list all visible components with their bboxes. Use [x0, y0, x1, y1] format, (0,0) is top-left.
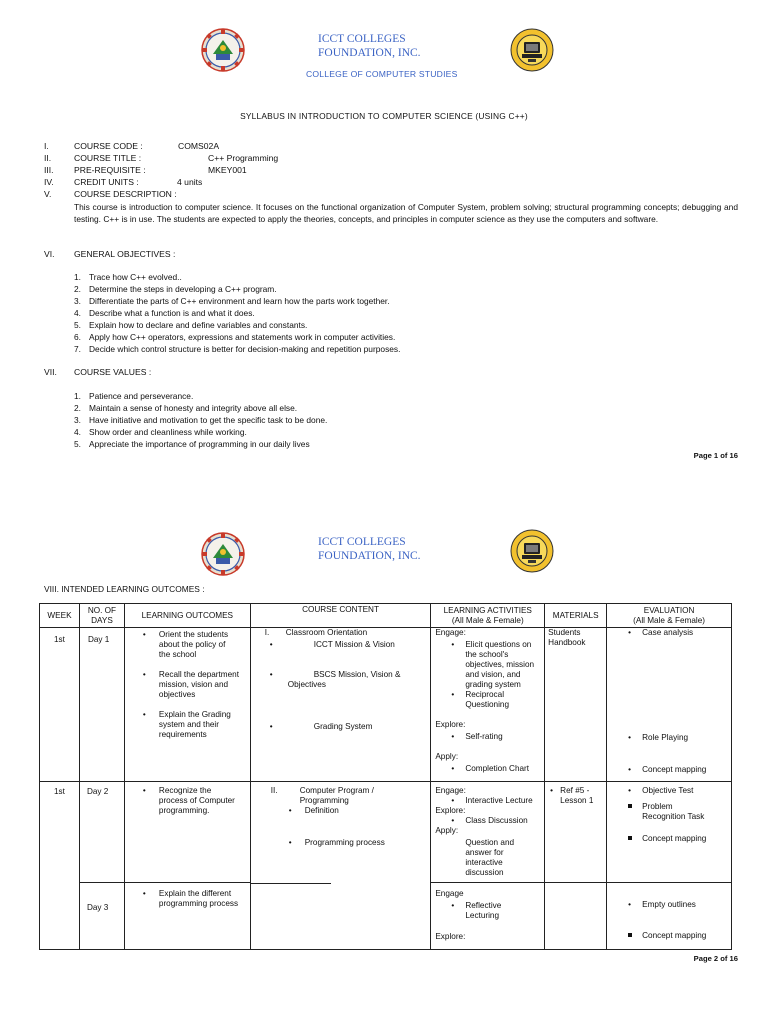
evaluation-cell: • Empty outlines Concept mapping: [607, 883, 732, 950]
item-number: V.: [44, 189, 52, 199]
course-title-label: COURSE TITLE :: [74, 153, 142, 163]
materials-cell: [545, 883, 607, 950]
materials-cell: • Ref #5 - Lesson 1: [545, 782, 607, 883]
day-cell: Day 2: [79, 782, 124, 883]
value-item: 5. Appreciate the importance of programming in our daily lives: [74, 439, 310, 449]
page-number: Page 2 of 16: [693, 954, 738, 963]
course-code-label: COURSE CODE :: [74, 141, 143, 151]
value-item: 1. Patience and perseverance.: [74, 391, 194, 401]
week-cell: 1st: [40, 628, 80, 782]
activities-cell: Engage: • Interactive Lecture Explore: • Class Discussion Apply: Question and answer for interactive discussion: [431, 782, 545, 883]
day-cell: Day 3: [79, 883, 124, 950]
prerequisite-value: MKEY001: [208, 165, 247, 175]
credit-units-label: CREDIT UNITS :: [74, 177, 139, 187]
syllabus-title: SYLLABUS IN INTRODUCTION TO COMPUTER SCIENCE (USING C++): [240, 111, 528, 121]
org-name-line2: FOUNDATION, INC.: [318, 47, 421, 59]
item-number: VI.: [44, 249, 55, 259]
section-heading: COURSE VALUES :: [74, 367, 152, 377]
evaluation-cell: • Case analysis • Role Playing • Concept mapping: [607, 628, 732, 782]
org-name-line1: ICCT COLLEGES: [318, 33, 406, 45]
table-row: [40, 883, 732, 950]
outcomes-cell: • Explain the different programming process: [124, 883, 250, 950]
objective-item: 5. Explain how to declare and define variables and constants.: [74, 320, 308, 330]
column-header: LEARNING OUTCOMES: [124, 604, 250, 628]
ccs-seal-logo: [510, 529, 554, 573]
college-name: COLLEGE OF COMPUTER STUDIES: [306, 69, 458, 79]
page-number: Page 1 of 16: [693, 451, 738, 460]
item-number: VII.: [44, 367, 57, 377]
objective-item: 6. Apply how C++ operators, expressions and statements work in computer activities.: [74, 332, 396, 342]
value-item: 3. Have initiative and motivation to get the specific task to be done.: [74, 415, 328, 425]
objective-item: 7. Decide which control structure is better for decision-making and repetition purposes.: [74, 344, 401, 354]
item-number: III.: [44, 165, 54, 175]
column-header: MATERIALS: [545, 604, 607, 628]
outcomes-cell: • Recognize the process of Computer programming.: [124, 782, 250, 883]
content-cell: II. Computer Program / Programming • Definition • Programming process: [250, 782, 431, 883]
org-name-line1: ICCT COLLEGES: [318, 536, 406, 548]
course-description-text: This course is introduction to computer science. It focuses on the functional organization of Computer System, problem solving; structural programming concepts; debugging and testing. C++ is in use. The students are expected to apply the theories, concepts, and principles in computer science as they use the computers and software.: [74, 202, 738, 224]
item-number: II.: [44, 153, 52, 163]
objective-item: 3. Differentiate the parts of C++ environment and learn how the parts work together.: [74, 296, 390, 306]
table-row: [40, 782, 732, 883]
credit-units-value: 4 units: [177, 177, 203, 187]
icct-seal-logo: [201, 532, 245, 576]
prerequisite-label: PRE-REQUISITE :: [74, 165, 146, 175]
section-heading: GENERAL OBJECTIVES :: [74, 249, 176, 259]
objective-item: 1. Trace how C++ evolved..: [74, 272, 182, 282]
activities-cell: Engage: • Elicit questions on the school's objectives, mission and vision, and grading system • Reciprocal Questioning Explore: • Self-rating Apply: • Completion Chart: [431, 628, 545, 782]
ccs-seal-logo: [510, 28, 554, 72]
table-header-row: [40, 604, 732, 628]
materials-cell: Students Handbook: [545, 628, 607, 782]
column-header: LEARNING ACTIVITIES (All Male & Female): [431, 604, 545, 628]
activities-cell: Engage • Reflective Lecturing Explore:: [431, 883, 545, 950]
item-number: I.: [44, 141, 49, 151]
table-row: [40, 628, 732, 782]
week-cell: 1st: [40, 782, 80, 950]
content-cell: [250, 883, 431, 950]
icct-seal-logo: [201, 28, 245, 72]
content-cell: I. Classroom Orientation • ICCT Mission & Vision • BSCS Mission, Vision & Objectives • Grading System: [250, 628, 431, 782]
day-cell: Day 1: [79, 628, 124, 782]
course-title-value: C++ Programming: [208, 153, 279, 163]
org-name-line2: FOUNDATION, INC.: [318, 550, 421, 562]
course-description-label: COURSE DESCRIPTION :: [74, 189, 177, 199]
ilo-heading: VIII. INTENDED LEARNING OUTCOMES :: [44, 584, 205, 594]
value-item: 4. Show order and cleanliness while working.: [74, 427, 247, 437]
outcomes-cell: • Orient the students about the policy of the school • Recall the department mission, vision and objectives • Explain the Grading system and their requirements: [124, 628, 250, 782]
learning-outcomes-table: [39, 603, 732, 950]
column-header: COURSE CONTENT: [250, 604, 431, 628]
column-header: EVALUATION (All Male & Female): [607, 604, 732, 628]
column-header: WEEK: [40, 604, 80, 628]
evaluation-cell: • Objective Test Problem Recognition Task Concept mapping: [607, 782, 732, 883]
objective-item: 2. Determine the steps in developing a C++ program.: [74, 284, 277, 294]
value-item: 2. Maintain a sense of honesty and integrity above all else.: [74, 403, 298, 413]
item-number: IV.: [44, 177, 54, 187]
column-header: NO. OF DAYS: [79, 604, 124, 628]
course-code-value: COMS02A: [178, 141, 220, 151]
objective-item: 4. Describe what a function is and what it does.: [74, 308, 255, 318]
